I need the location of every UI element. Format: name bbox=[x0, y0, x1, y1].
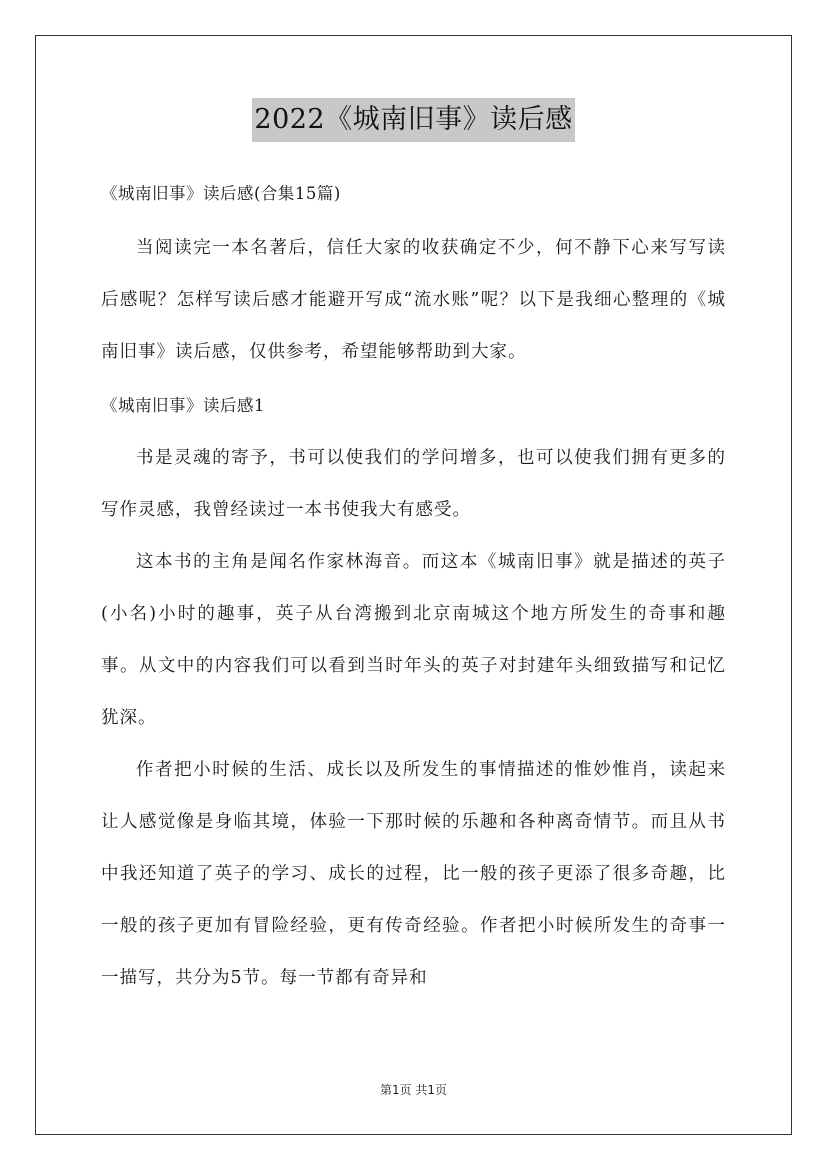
document-title: 2022《城南旧事》读后感 bbox=[252, 98, 574, 142]
body-paragraph: 作者把小时候的生活、成长以及所发生的事情描述的惟妙惟肖，读起来让人感觉像是身临其境，体验一下那时候的乐趣和各种离奇情节。而且从书中我还知道了英子的学习、成长的过程，比一般的孩子更添了很多奇趣，比一般的孩子更加有冒险经验，更有传奇经验。作者把小时候所发生的奇事一一描写，共分为5节。每一节都有奇异和 bbox=[101, 760, 726, 988]
body-paragraph: 书是灵魂的寄予，书可以使我们的学问增多，也可以使我们拥有更多的写作灵感，我曾经读过一本书使我大有感受。 bbox=[101, 448, 726, 520]
body-paragraph: 这本书的主角是闻名作家林海音。而这本《城南旧事》就是描述的英子(小名)小时的趣事，英子从台湾搬到北京南城这个地方所发生的奇事和趣事。从文中的内容我们可以看到当时年头的英子对封建年头细致描写和记忆犹深。 bbox=[101, 552, 726, 728]
page-footer: 第1页 共1页 bbox=[379, 1083, 448, 1097]
section-heading-1: 《城南旧事》读后感1 bbox=[101, 396, 265, 415]
title-container bbox=[0, 98, 827, 142]
intro-paragraph: 当阅读完一本名著后，信任大家的收获确定不少，何不静下心来写写读后感呢？怎样写读后感才能避开写成“流水账”呢？以下是我细心整理的《城南旧事》读后感，仅供参考，希望能够帮助到大家。 bbox=[101, 238, 726, 362]
document-subtitle: 《城南旧事》读后感(合集15篇) bbox=[101, 184, 341, 203]
